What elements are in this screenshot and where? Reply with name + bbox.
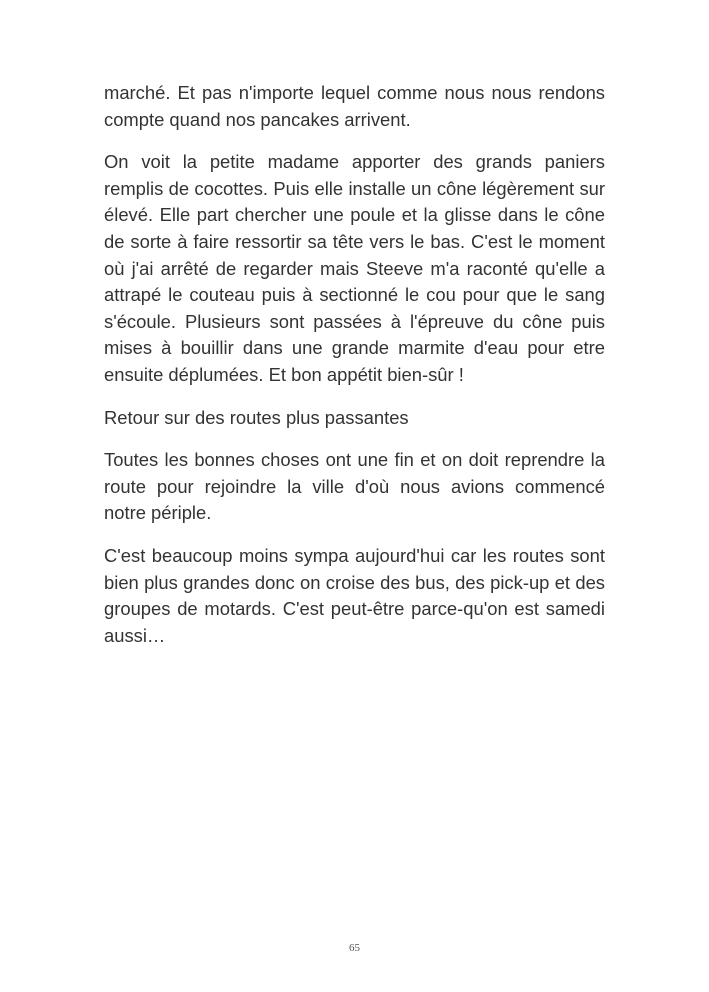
section-heading: Retour sur des routes plus passantes: [104, 406, 409, 428]
page-body: [104, 80, 605, 665]
paragraph-4: C'est beaucoup moins sympa aujourd'hui car les routes sont bien plus grandes donc on croise des bus, des pick-up et des groupes de motards. C'est peut-être parce-qu'on est samedi aussi…: [104, 544, 605, 646]
paragraph-2: On voit la petite madame apporter des grands paniers remplis de cocottes. Puis elle installe un cône légèrement sur élevé. Elle part chercher une poule et la glisse dans le cône de sorte à faire ressortir sa tête vers le bas. C'est le moment où j'ai arrêté de regarder mais Steeve m'a raconté qu'elle a attrapé le couteau puis à sectionné le cou pour que le sang s'écoule. Plusieurs sont passées à l'épreuve du cône puis mises à bouillir dans une grande marmite d'eau pour etre ensuite déplumées. Et bon appétit bien-sûr !: [104, 151, 605, 385]
paragraph-1: marché. Et pas n'importe lequel comme nous nous rendons compte quand nos pancakes arrivent.: [104, 82, 605, 130]
page-number: 65: [349, 942, 360, 954]
paragraph-3: Toutes les bonnes choses ont une fin et on doit reprendre la route pour rejoindre la ville d'où nous avions commencé notre périple.: [104, 449, 605, 524]
